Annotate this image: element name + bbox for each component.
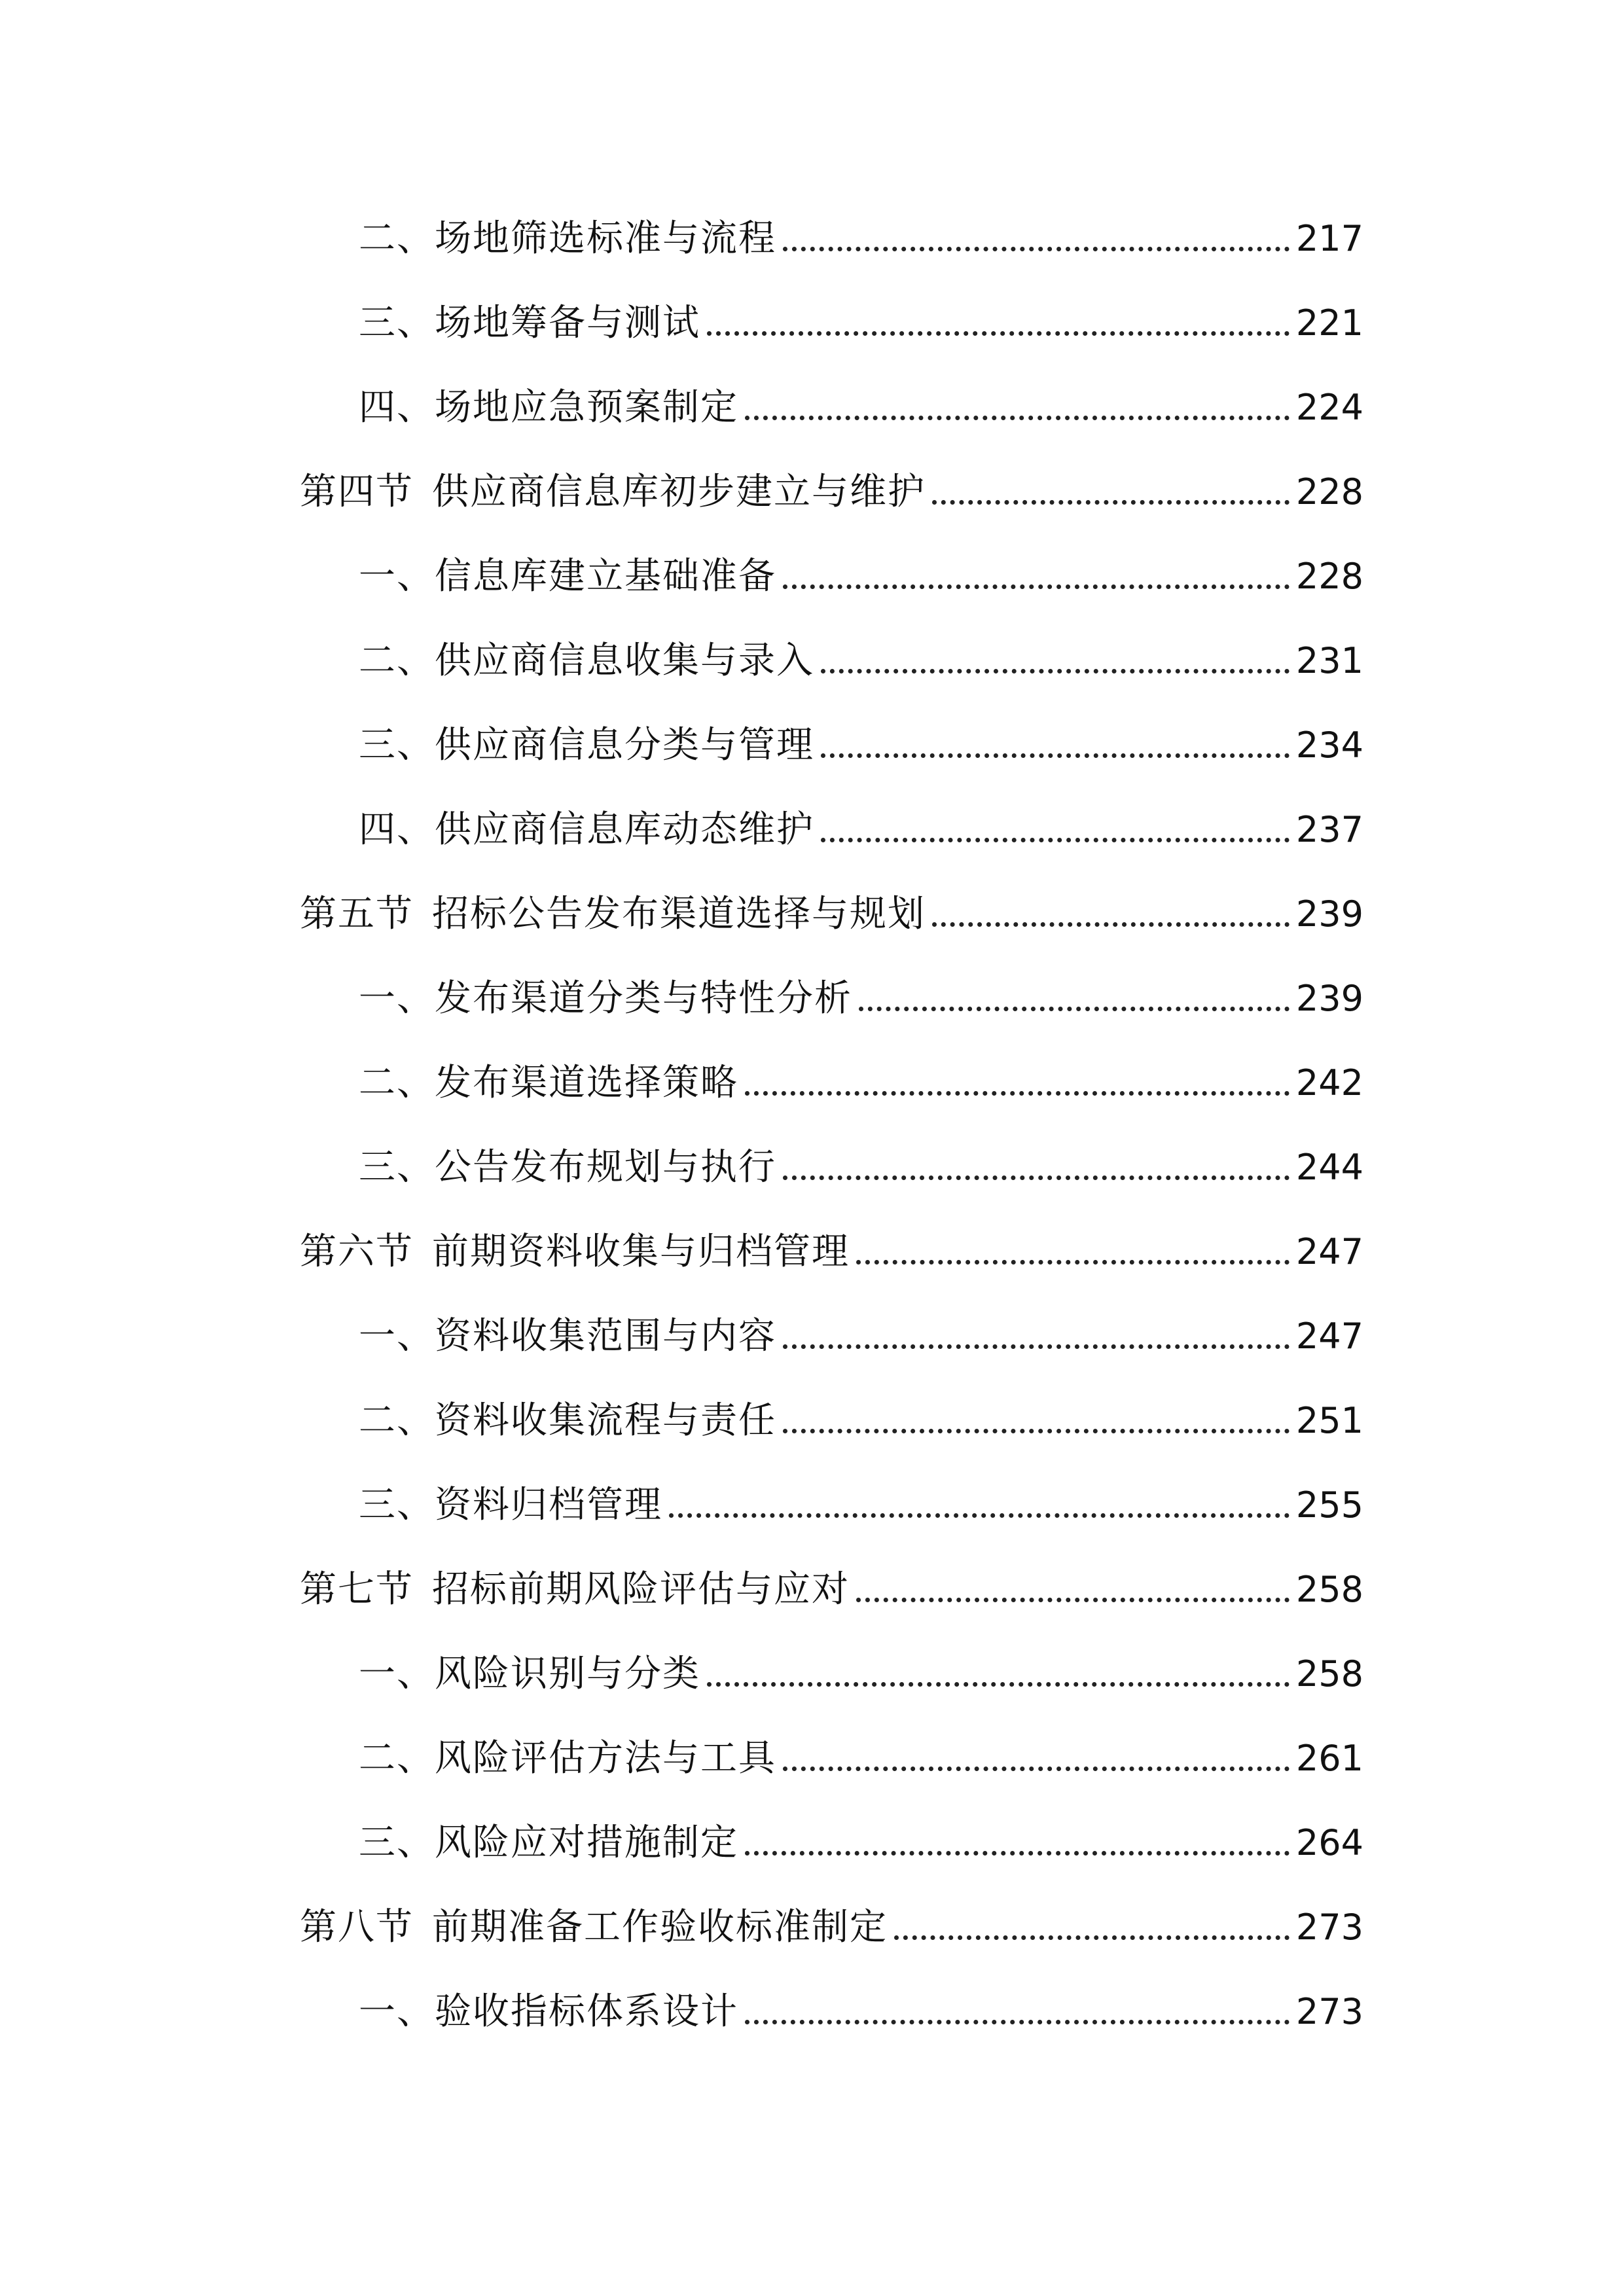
toc-entry-number: 一、 bbox=[359, 1652, 435, 1695]
toc-entry-label bbox=[359, 1736, 776, 1780]
toc-entry-label bbox=[359, 1145, 776, 1189]
toc-page-number: 239 bbox=[1295, 893, 1363, 935]
toc-subsection-entry[interactable] bbox=[0, 1378, 1624, 1463]
toc-page-number: 231 bbox=[1295, 639, 1363, 681]
toc-dot-leader bbox=[783, 1175, 1290, 1180]
toc-entry-title: 信息库建立基础准备 bbox=[435, 554, 776, 598]
toc-subsection-entry[interactable] bbox=[0, 196, 1624, 281]
toc-entry-label bbox=[359, 1399, 776, 1442]
toc-page-number: 228 bbox=[1295, 471, 1363, 512]
toc-section-entry[interactable] bbox=[0, 1547, 1624, 1632]
toc-entry-number: 一、 bbox=[359, 554, 435, 598]
toc-dot-leader bbox=[859, 1007, 1290, 1011]
toc-entry-title: 资料收集流程与责任 bbox=[435, 1399, 776, 1442]
toc-entry-number: 三、 bbox=[359, 723, 435, 766]
toc-entry-label bbox=[359, 1061, 738, 1104]
toc-dot-leader bbox=[856, 1598, 1290, 1602]
toc-dot-leader bbox=[783, 247, 1290, 251]
toc-entry-number: 第七节 bbox=[300, 1568, 414, 1611]
toc-entry-label bbox=[300, 1568, 850, 1611]
toc-entry-label bbox=[359, 723, 814, 766]
toc-page-number: 273 bbox=[1295, 1906, 1363, 1948]
toc-subsection-entry[interactable] bbox=[0, 703, 1624, 787]
toc-page-number: 239 bbox=[1295, 977, 1363, 1019]
toc-subsection-entry[interactable] bbox=[0, 787, 1624, 872]
toc-entry-title: 场地筛选标准与流程 bbox=[435, 217, 776, 260]
toc-subsection-entry[interactable] bbox=[0, 1801, 1624, 1885]
toc-entry-label bbox=[359, 1314, 776, 1357]
toc-page-number: 261 bbox=[1295, 1737, 1363, 1779]
toc-entry-title: 前期资料收集与归档管理 bbox=[432, 1230, 850, 1273]
toc-page-number: 242 bbox=[1295, 1062, 1363, 1103]
toc-page-number: 228 bbox=[1295, 555, 1363, 597]
toc-page-number: 255 bbox=[1295, 1484, 1363, 1526]
toc-entry-number: 二、 bbox=[359, 217, 435, 260]
toc-entry-title: 发布渠道选择策略 bbox=[435, 1061, 738, 1104]
toc-entry-label bbox=[300, 1905, 888, 1948]
toc-page-number: 224 bbox=[1295, 386, 1363, 428]
toc-subsection-entry[interactable] bbox=[0, 1463, 1624, 1547]
toc-entry-title: 资料收集范围与内容 bbox=[435, 1314, 776, 1357]
toc-entry-number: 一、 bbox=[359, 1314, 435, 1357]
toc-page-number: 273 bbox=[1295, 1990, 1363, 2032]
toc-entry-title: 招标前期风险评估与应对 bbox=[432, 1568, 850, 1611]
toc-page-number: 234 bbox=[1295, 724, 1363, 766]
toc-entry-number: 三、 bbox=[359, 1821, 435, 1864]
toc-subsection-entry[interactable] bbox=[0, 956, 1624, 1041]
toc-entry-title: 风险识别与分类 bbox=[435, 1652, 700, 1695]
toc-entry-title: 前期准备工作验收标准制定 bbox=[432, 1905, 888, 1948]
toc-page-number: 264 bbox=[1295, 1821, 1363, 1863]
toc-dot-leader bbox=[821, 753, 1290, 758]
toc-page-number: 237 bbox=[1295, 808, 1363, 850]
toc-dot-leader bbox=[783, 1767, 1290, 1771]
toc-entry-title: 场地应急预案制定 bbox=[435, 386, 738, 429]
toc-subsection-entry[interactable] bbox=[0, 534, 1624, 619]
toc-dot-leader bbox=[783, 1429, 1290, 1433]
toc-entry-label bbox=[359, 808, 814, 851]
toc-entry-label bbox=[300, 892, 926, 935]
toc-entry-number: 二、 bbox=[359, 1736, 435, 1780]
toc-page-number: 221 bbox=[1295, 302, 1363, 344]
toc-page-number: 247 bbox=[1295, 1230, 1363, 1272]
toc-entry-label bbox=[359, 217, 776, 260]
toc-entry-number: 四、 bbox=[359, 386, 435, 429]
toc-entry-title: 场地筹备与测试 bbox=[435, 301, 700, 344]
toc-entry-number: 三、 bbox=[359, 1145, 435, 1189]
toc-subsection-entry[interactable] bbox=[0, 365, 1624, 450]
toc-entry-number: 三、 bbox=[359, 1483, 435, 1526]
toc-page-number: 217 bbox=[1295, 217, 1363, 259]
toc-entry-number: 第八节 bbox=[300, 1905, 414, 1948]
toc-entry-title: 发布渠道分类与特性分析 bbox=[435, 977, 852, 1020]
toc-entry-label bbox=[359, 554, 776, 598]
toc-entry-label bbox=[300, 1230, 850, 1273]
toc-entry-number: 第四节 bbox=[300, 470, 414, 513]
toc-entry-number: 二、 bbox=[359, 639, 435, 682]
toc-entry-title: 供应商信息库动态维护 bbox=[435, 808, 814, 851]
toc-dot-leader bbox=[894, 1935, 1290, 1940]
toc-dot-leader bbox=[669, 1513, 1290, 1518]
toc-subsection-entry[interactable] bbox=[0, 1716, 1624, 1801]
toc-page-number: 258 bbox=[1295, 1568, 1363, 1610]
toc-entry-number: 二、 bbox=[359, 1061, 435, 1104]
toc-page-number: 244 bbox=[1295, 1146, 1363, 1188]
toc-dot-leader bbox=[932, 500, 1290, 505]
toc-entry-label bbox=[359, 1483, 662, 1526]
toc-entry-number: 三、 bbox=[359, 301, 435, 344]
toc-subsection-entry[interactable] bbox=[0, 1125, 1624, 1210]
toc-dot-leader bbox=[783, 1344, 1290, 1349]
toc-entry-label bbox=[359, 1652, 700, 1695]
toc-dot-leader bbox=[745, 1091, 1290, 1096]
toc-dot-leader bbox=[932, 922, 1290, 927]
toc-entry-number: 二、 bbox=[359, 1399, 435, 1442]
toc-dot-leader bbox=[783, 584, 1290, 589]
toc-entry-label bbox=[359, 977, 852, 1020]
toc-entry-title: 风险应对措施制定 bbox=[435, 1821, 738, 1864]
toc-subsection-entry[interactable] bbox=[0, 1041, 1624, 1125]
toc-page-number: 258 bbox=[1295, 1653, 1363, 1695]
toc-subsection-entry[interactable] bbox=[0, 619, 1624, 703]
toc-entry-title: 供应商信息分类与管理 bbox=[435, 723, 814, 766]
toc-dot-leader bbox=[821, 838, 1290, 842]
toc-dot-leader bbox=[745, 1851, 1290, 1856]
toc-entry-number: 四、 bbox=[359, 808, 435, 851]
toc-entry-label bbox=[359, 301, 700, 344]
toc-entry-title: 公告发布规划与执行 bbox=[435, 1145, 776, 1189]
toc-subsection-entry[interactable] bbox=[0, 1969, 1624, 2054]
toc-entry-title: 风险评估方法与工具 bbox=[435, 1736, 776, 1780]
toc-page-number: 251 bbox=[1295, 1399, 1363, 1441]
toc-entry-title: 验收指标体系设计 bbox=[435, 1990, 738, 2033]
toc-dot-leader bbox=[745, 416, 1290, 420]
toc-section-entry[interactable] bbox=[0, 1210, 1624, 1294]
toc-page-number: 247 bbox=[1295, 1315, 1363, 1357]
toc-entry-label bbox=[359, 386, 738, 429]
toc-dot-leader bbox=[856, 1260, 1290, 1265]
toc-entry-title: 供应商信息库初步建立与维护 bbox=[432, 470, 926, 513]
toc-entry-number: 第六节 bbox=[300, 1230, 414, 1273]
toc-subsection-entry[interactable] bbox=[0, 281, 1624, 365]
toc-entry-title: 供应商信息收集与录入 bbox=[435, 639, 814, 682]
toc-subsection-entry[interactable] bbox=[0, 1632, 1624, 1716]
toc-dot-leader bbox=[745, 2020, 1290, 2024]
toc-section-entry[interactable] bbox=[0, 450, 1624, 534]
toc-entry-label bbox=[359, 1821, 738, 1864]
toc-entry-number: 一、 bbox=[359, 1990, 435, 2033]
toc-entry-label bbox=[359, 639, 814, 682]
toc-subsection-entry[interactable] bbox=[0, 1294, 1624, 1378]
table-of-contents bbox=[0, 196, 1624, 2054]
toc-entry-label bbox=[359, 1990, 738, 2033]
toc-section-entry[interactable] bbox=[0, 1885, 1624, 1969]
toc-dot-leader bbox=[821, 669, 1290, 673]
toc-dot-leader bbox=[707, 331, 1290, 336]
toc-dot-leader bbox=[707, 1682, 1290, 1687]
toc-entry-title: 资料归档管理 bbox=[435, 1483, 662, 1526]
toc-section-entry[interactable] bbox=[0, 872, 1624, 956]
toc-entry-number: 第五节 bbox=[300, 892, 414, 935]
toc-entry-title: 招标公告发布渠道选择与规划 bbox=[432, 892, 926, 935]
toc-entry-label bbox=[300, 470, 926, 513]
toc-entry-number: 一、 bbox=[359, 977, 435, 1020]
